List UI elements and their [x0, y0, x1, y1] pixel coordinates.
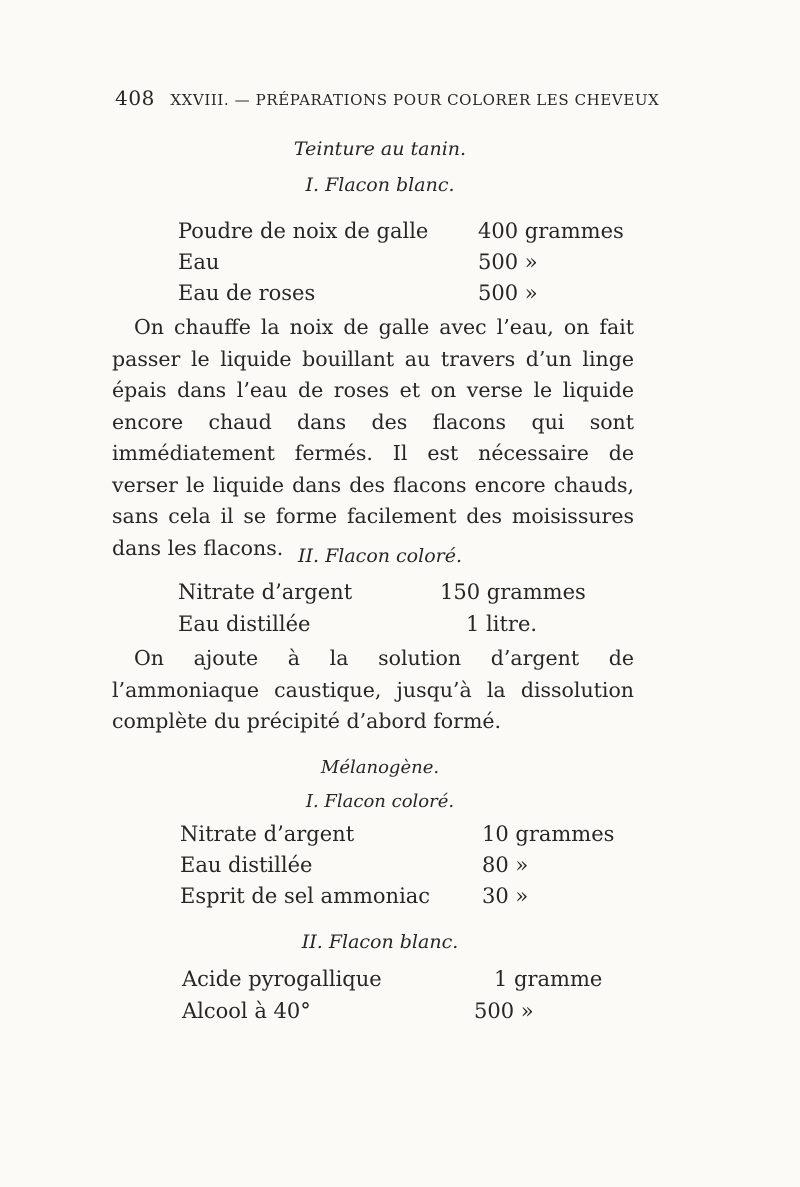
ingredient-name: Esprit de sel ammoniac	[180, 884, 431, 908]
recipe-row	[180, 884, 529, 908]
section-title-teinture: Teinture au tanin.	[293, 138, 467, 160]
page-number: 408	[115, 86, 155, 110]
body-paragraph: On chauffe la noix de galle avec l’eau, on fait passer le liquide bouillant au travers d’un linge épais dans l’eau de roses et on verse le liquide encore chaud dans des flacons qui sont immédiatement fermés. Il est nécessaire de verser le liquide dans des flacons encore chauds, sans cela il se forme facilement des moisissures dans les flacons.	[112, 315, 634, 560]
ingredient-name: Nitrate d’argent	[180, 822, 355, 846]
ingredient-qty: 10 grammes	[482, 822, 615, 846]
recipe-row	[178, 219, 624, 243]
ingredient-name: Eau distillée	[180, 853, 313, 877]
recipe-row	[182, 967, 603, 991]
ingredient-qty: 30 »	[482, 884, 529, 908]
ingredient-name: Eau distillée	[178, 612, 311, 636]
section-title-melanogene: Mélanogène.	[320, 757, 440, 778]
chapter-title: XXVIII. — PRÉPARATIONS POUR COLORER LES CHEVEUX	[170, 91, 660, 109]
ingredient-qty: 1 gramme	[494, 967, 603, 991]
ingredient-qty: 500 »	[474, 999, 534, 1023]
ingredient-name: Poudre de noix de galle	[178, 219, 429, 243]
ingredient-qty: 500 »	[478, 250, 538, 274]
body-paragraph: On ajoute à la solution d’argent de l’ammoniaque caustique, jusqu’à la dissolution complète du précipité d’abord formé.	[112, 646, 634, 733]
ingredient-qty: 150 grammes	[440, 580, 586, 604]
running-header	[115, 86, 660, 110]
recipe-row	[178, 580, 586, 604]
recipe-row	[178, 281, 538, 305]
subsection-title: I. Flacon blanc.	[305, 174, 455, 196]
ingredient-qty: 80 »	[482, 853, 529, 877]
recipe-row	[182, 999, 534, 1023]
ingredient-name: Eau	[178, 250, 220, 274]
ingredient-name: Eau de roses	[178, 281, 316, 305]
recipe-row	[180, 853, 529, 877]
subsection-title: II. Flacon blanc.	[301, 931, 459, 953]
ingredient-name: Acide pyrogallique	[182, 967, 382, 991]
ingredient-name: Alcool à 40°	[182, 999, 311, 1023]
recipe-row	[178, 250, 538, 274]
ingredient-qty: 400 grammes	[478, 219, 624, 243]
ingredient-qty: 500 »	[478, 281, 538, 305]
recipe-row	[180, 822, 615, 846]
recipe-row	[178, 612, 538, 636]
ingredient-qty: 1 litre.	[466, 612, 538, 636]
subsection-title: I. Flacon coloré.	[305, 791, 455, 812]
subsection-title: II. Flacon coloré.	[298, 545, 462, 567]
ingredient-name: Nitrate d’argent	[178, 580, 353, 604]
